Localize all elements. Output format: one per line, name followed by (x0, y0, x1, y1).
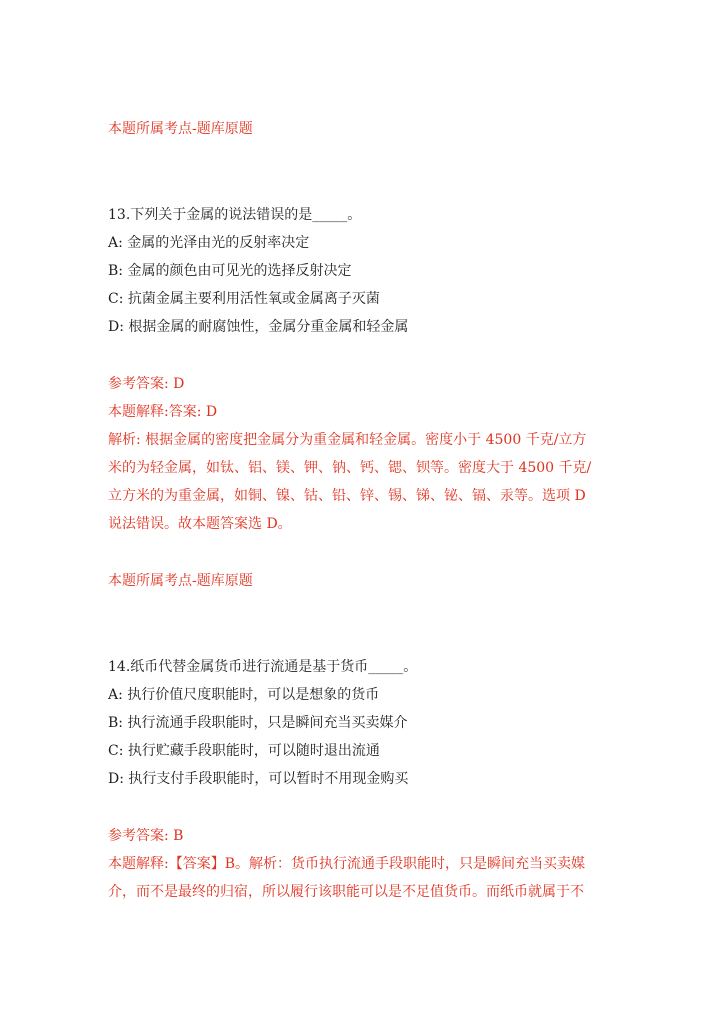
explanation-line: 立方米的为重金属，如铜、镍、钴、铅、锌、锡、锑、铋、镉、汞等。选项 D (108, 488, 586, 504)
explanation-line: 米的为轻金属，如钛、铝、镁、钾、钠、钙、锶、钡等。密度大于 4500 千克/ (108, 460, 592, 476)
explanation-title: 本题解释:答案: D (108, 404, 218, 420)
option-a: A: 金属的光泽由光的反射率决定 (108, 235, 310, 251)
explanation-line: 介，而不是最终的归宿，所以履行该职能可以是不足值货币。而纸币就属于不 (108, 884, 584, 900)
option-c: C: 执行贮藏手段职能时，可以随时退出流通 (108, 743, 380, 759)
answer: 参考答案: D (108, 376, 185, 392)
source-label: 本题所属考点-题库原题 (108, 573, 253, 589)
option-b: B: 金属的颜色由可见光的选择反射决定 (108, 263, 352, 279)
source-label: 本题所属考点-题库原题 (108, 121, 253, 137)
explanation-line: 解析: 根据金属的密度把金属分为重金属和轻金属。密度小于 4500 千克/立方 (108, 432, 587, 448)
answer: 参考答案: B (108, 828, 184, 844)
option-d: D: 根据金属的耐腐蚀性，金属分重金属和轻金属 (108, 319, 409, 335)
option-d: D: 执行支付手段职能时，可以暂时不用现金购买 (108, 771, 409, 787)
explanation-line: 说法错误。故本题答案选 D。 (108, 516, 292, 532)
question-stem: 13.下列关于金属的说法错误的是_____。 (108, 207, 362, 223)
explanation-line: 本题解释:【答案】B。解析：货币执行流通手段职能时，只是瞬间充当买卖媒 (108, 856, 586, 872)
option-a: A: 执行价值尺度职能时，可以是想象的货币 (108, 687, 380, 703)
option-b: B: 执行流通手段职能时，只是瞬间充当买卖媒介 (108, 715, 408, 731)
option-c: C: 抗菌金属主要利用活性氧或金属离子灭菌 (108, 291, 380, 307)
question-stem: 14.纸币代替金属货币进行流通是基于货币_____。 (108, 659, 418, 675)
